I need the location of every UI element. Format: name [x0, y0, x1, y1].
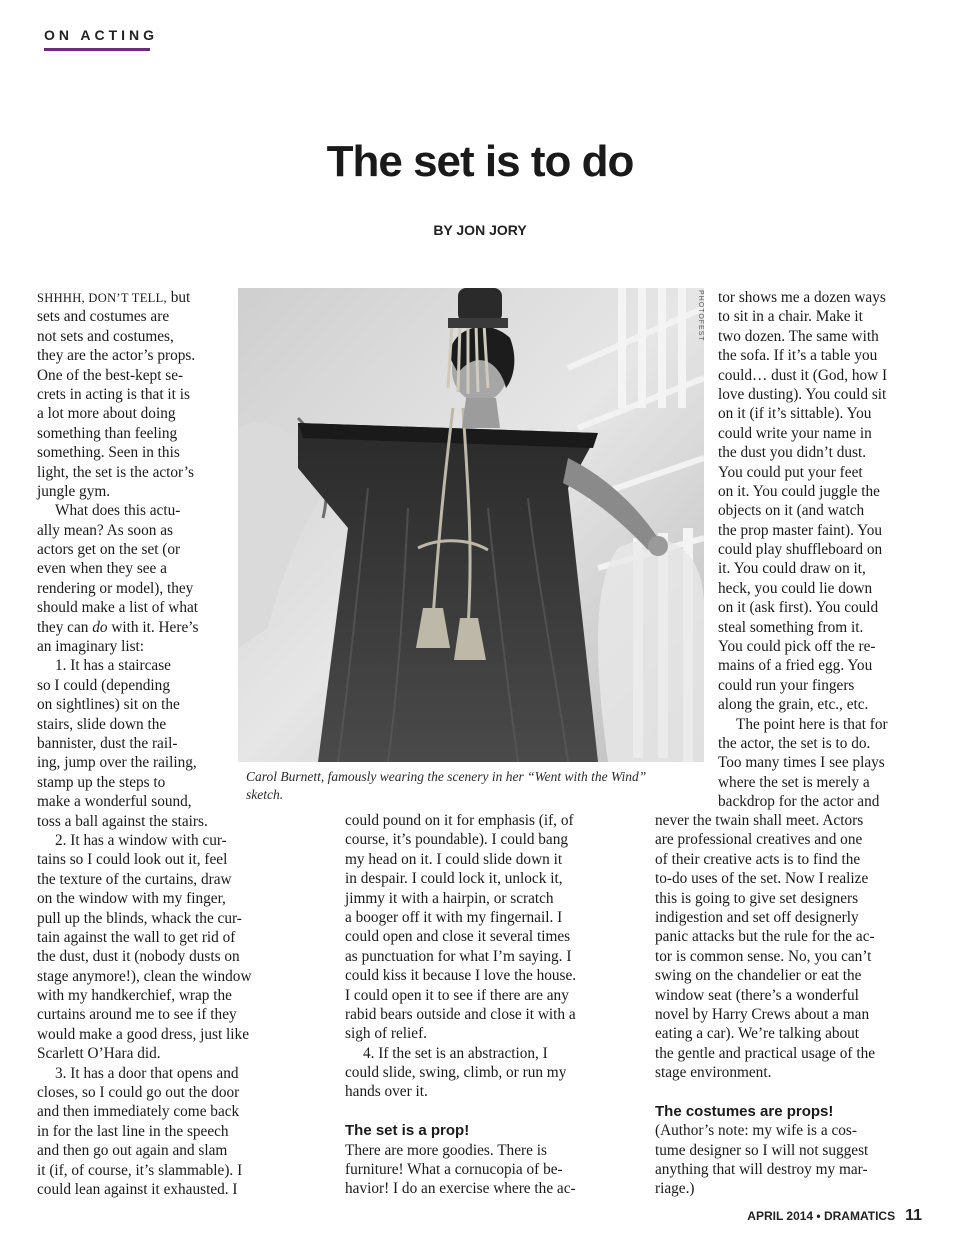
line-text: on the window with my finger, [37, 890, 226, 908]
text-line [37, 366, 252, 385]
line-text: this is going to give set designers [655, 889, 859, 907]
line-text: indigestion and set off designerly [655, 908, 859, 926]
text-line [655, 850, 875, 869]
line-text: The set is a prop! [345, 1122, 470, 1140]
line-text: with my handkerchief, wrap the [37, 987, 232, 1005]
text-line [655, 811, 875, 830]
issue-label: APRIL 2014 • DRAMATICS [747, 1209, 896, 1223]
line-text: steal something from it. [718, 618, 864, 636]
line-text: an imaginary list: [37, 638, 145, 656]
text-line [37, 1180, 252, 1199]
text-line [718, 773, 888, 792]
line-text: along the grain, etc., etc. [718, 696, 869, 714]
line-text: in despair. I could lock it, unlock it, [345, 870, 563, 888]
text-line [655, 1044, 875, 1063]
text-line [345, 1141, 576, 1160]
line-text: my head on it. I could slide down it [345, 850, 563, 868]
line-text: eating a car). We’re talking about [655, 1025, 860, 1043]
text-line [345, 947, 576, 966]
text-line [718, 676, 888, 695]
text-line [655, 830, 875, 849]
line-text: something. Seen in this [37, 444, 180, 462]
text-line [37, 850, 252, 869]
line-text: heck, you could lie down [718, 579, 873, 597]
line-text: as punctuation for what I’m saying. I [345, 947, 572, 965]
body-column-3 [718, 288, 888, 812]
line-text: novel by Harry Crews about a man [655, 1005, 870, 1023]
line-text: to-do uses of the set. Now I realize [655, 870, 869, 888]
subheading [655, 1102, 875, 1121]
text-line [37, 676, 252, 695]
line-text: Too many times I see plays [718, 754, 885, 772]
line-text: havior! I do an exercise where the ac- [345, 1180, 576, 1198]
text-line [37, 385, 252, 404]
line-text: You could pick off the re- [718, 638, 876, 656]
text-line [37, 1161, 252, 1180]
line-text: stamp up the steps to [37, 773, 166, 791]
text-line [345, 1160, 576, 1179]
line-text: could run your fingers [718, 676, 855, 694]
line-text: make a wonderful sound, [37, 793, 192, 811]
line-text: something than feeling [37, 424, 178, 442]
line-text: The point here is that for [736, 715, 888, 733]
line-text: stage environment. [655, 1064, 772, 1082]
text-line [37, 870, 252, 889]
line-text: pull up the blinds, whack the cur- [37, 909, 242, 927]
line-text: on it (if it’s sittable). You [718, 405, 872, 423]
text-line [37, 443, 252, 462]
emphasis-text: do [92, 618, 108, 636]
line-text: they can [37, 618, 93, 636]
line-text: objects on it (and watch [718, 502, 865, 520]
text-line [37, 792, 252, 811]
line-text: but [166, 289, 191, 306]
line-text: stairs, slide down the [37, 715, 167, 733]
line-text: tains so I could look out it, feel [37, 851, 228, 869]
line-text: I could open it to see if there are any [345, 986, 569, 1004]
line-text: panic attacks but the rule for the ac- [655, 928, 875, 946]
text-line [718, 463, 888, 482]
line-text: could open and close it several times [345, 928, 571, 946]
text-line [718, 792, 888, 811]
text-line [718, 443, 888, 462]
photo-illustration [238, 288, 704, 762]
line-text: they are the actor’s props. [37, 347, 196, 365]
text-line [655, 1024, 875, 1043]
line-text: are professional creatives and one [655, 831, 863, 849]
line-text: never the twain shall meet. Actors [655, 812, 864, 829]
text-line [718, 579, 888, 598]
line-text: the prop master faint). You [718, 521, 882, 539]
text-line [37, 1141, 252, 1160]
line-text: could play shuffleboard on [718, 541, 883, 559]
line-text: where the set is merely a [718, 773, 870, 791]
line-text: actors get on the set (or [37, 541, 181, 559]
text-line [718, 366, 888, 385]
text-line [37, 637, 252, 656]
line-text: so I could (depending [37, 676, 170, 694]
line-text: the actor, the set is to do. [718, 734, 871, 752]
text-line [345, 1179, 576, 1198]
text-line [345, 966, 576, 985]
text-line [655, 927, 875, 946]
line-text: could pound on it for emphasis (if, of [345, 812, 574, 829]
line-text: the texture of the curtains, draw [37, 870, 232, 888]
text-line [37, 579, 252, 598]
text-line [718, 734, 888, 753]
text-line [655, 889, 875, 908]
photo-caption: Carol Burnett, famously wearing the scenery in her “Went with the Wind” sketch. [246, 769, 647, 802]
text-line [37, 831, 252, 850]
line-text: not sets and costumes, [37, 327, 174, 345]
text-line [345, 889, 576, 908]
text-line [655, 1063, 875, 1082]
text-line [718, 695, 888, 714]
text-line [37, 1044, 252, 1063]
line-text: furniture! What a cornucopia of be- [345, 1161, 563, 1179]
text-line [655, 966, 875, 985]
body-column-1 [37, 288, 252, 1199]
line-text: even when they see a [37, 560, 167, 578]
text-line [718, 346, 888, 365]
line-text: There are more goodies. There is [345, 1141, 547, 1159]
text-line [718, 482, 888, 501]
line-text: the dust, dust it (nobody dusts on [37, 948, 240, 966]
section-rule [44, 48, 150, 51]
text-line [718, 385, 888, 404]
text-line [37, 559, 252, 578]
line-text: bannister, dust the rail- [37, 734, 178, 752]
photo-credit: PHOTOFEST [697, 290, 704, 342]
text-line [718, 656, 888, 675]
text-line [718, 598, 888, 617]
line-text: should make a list of what [37, 599, 199, 617]
line-text: One of the best-kept se- [37, 366, 184, 384]
text-line [718, 715, 888, 734]
text-line [37, 715, 252, 734]
line-text: swing on the chandelier or eat the [655, 967, 862, 985]
line-text: riage.) [655, 1180, 695, 1198]
text-line [718, 540, 888, 559]
line-text: light, the set is the actor’s [37, 463, 194, 481]
text-line [345, 869, 576, 888]
text-line [718, 559, 888, 578]
text-line [345, 830, 576, 849]
text-line [345, 1005, 576, 1024]
line-text: of their creative acts is to find the [655, 850, 861, 868]
photo-carol-burnett [238, 288, 704, 762]
line-text: 4. If the set is an abstraction, I [363, 1044, 548, 1062]
line-text: with it. Here’s [107, 618, 199, 636]
text-line [718, 288, 888, 307]
text-line [37, 307, 252, 326]
text-line [718, 327, 888, 346]
text-line [718, 424, 888, 443]
line-text: could slide, swing, climb, or run my [345, 1064, 567, 1082]
text-line [37, 1102, 252, 1121]
text-line [37, 521, 252, 540]
line-text: tor shows me a dozen ways [718, 289, 886, 306]
line-text: the sofa. If it’s a table you [718, 347, 878, 365]
text-line [37, 463, 252, 482]
text-line [718, 618, 888, 637]
page-number: 11 [905, 1207, 922, 1224]
line-text: the gentle and practical usage of the [655, 1044, 876, 1062]
text-line [37, 1025, 252, 1044]
text-line [37, 288, 252, 307]
line-text: You could put your feet [718, 463, 863, 481]
line-text: toss a ball against the stairs. [37, 812, 208, 830]
text-line [345, 850, 576, 869]
text-line [37, 482, 252, 501]
line-text: on it. You could juggle the [718, 482, 880, 500]
line-text: (Author’s note: my wife is a cos- [655, 1122, 857, 1140]
text-line [345, 1082, 576, 1101]
line-text: could… dust it (God, how I [718, 366, 888, 384]
text-line [345, 908, 576, 927]
line-text: 2. It has a window with cur- [55, 831, 227, 849]
text-line [718, 307, 888, 326]
text-line [345, 1102, 576, 1121]
text-line [37, 889, 252, 908]
line-text: window seat (there’s a wonderful [655, 986, 859, 1004]
line-text: hands over it. [345, 1083, 428, 1101]
text-line [345, 1024, 576, 1043]
text-line [37, 346, 252, 365]
text-line [718, 521, 888, 540]
subheading [345, 1121, 576, 1140]
text-line [37, 986, 252, 1005]
text-line [718, 753, 888, 772]
text-line [655, 947, 875, 966]
line-text: it (if, of course, it’s slammable). I [37, 1161, 243, 1179]
line-text: rendering or model), they [37, 579, 194, 597]
text-line [655, 869, 875, 888]
text-line [37, 695, 252, 714]
byline: BY JON JORY [433, 222, 527, 238]
line-text: tume designer so I will not suggest [655, 1141, 869, 1159]
line-text: curtains around me to see if they [37, 1006, 237, 1024]
text-line [345, 1063, 576, 1082]
line-text: 1. It has a staircase [55, 657, 171, 675]
text-line [37, 947, 252, 966]
line-text: The costumes are props! [655, 1102, 834, 1120]
line-text: on it (ask first). You could [718, 599, 879, 617]
article-title: The set is to do [326, 137, 634, 186]
line-text: could kiss it because I love the house. [345, 967, 577, 985]
line-text: a lot more about doing [37, 405, 176, 423]
page-footer [747, 1207, 922, 1225]
text-line [37, 967, 252, 986]
line-text: and then immediately come back [37, 1103, 240, 1121]
line-text: ally mean? As soon as [37, 521, 173, 539]
section-label: ON ACTING [44, 27, 159, 43]
line-text: anything that will destroy my mar- [655, 1161, 868, 1179]
line-text: tain against the wall to get rid of [37, 928, 236, 946]
line-text: jungle gym. [37, 482, 111, 500]
line-text: could write your name in [718, 424, 872, 442]
text-line [345, 986, 576, 1005]
line-text: two dozen. The same with [718, 327, 879, 345]
text-line [37, 1005, 252, 1024]
text-line [655, 986, 875, 1005]
line-text: stage anymore!), clean the window [37, 967, 252, 985]
line-text: rabid bears outside and close it with a [345, 1005, 576, 1023]
line-text: crets in acting is that it is [37, 385, 190, 403]
text-line [345, 811, 576, 830]
text-line [37, 1083, 252, 1102]
text-line [345, 927, 576, 946]
text-line [37, 598, 252, 617]
text-line [655, 908, 875, 927]
text-line [655, 1160, 875, 1179]
line-text: the dust you didn’t dust. [718, 444, 867, 462]
line-text: ing, jump over the railing, [37, 754, 197, 772]
line-text: sigh of relief. [345, 1025, 427, 1043]
line-text: Scarlett O’Hara did. [37, 1045, 161, 1063]
text-line [37, 734, 252, 753]
text-line [37, 540, 252, 559]
line-text: a booger off it with my fingernail. I [345, 908, 563, 926]
text-line [655, 1179, 875, 1198]
text-line [345, 1044, 576, 1063]
line-text: course, it’s poundable). I could bang [345, 831, 569, 849]
line-text: backdrop for the actor and [718, 793, 880, 811]
line-text: and then go out again and slam [37, 1142, 228, 1160]
line-text: would make a good dress, just like [37, 1025, 249, 1043]
text-line [655, 1005, 875, 1024]
text-line [655, 1121, 875, 1140]
line-text: on sightlines) sit on the [37, 696, 180, 714]
text-line [37, 812, 252, 831]
text-line [37, 327, 252, 346]
line-text: it. You could draw on it, [718, 560, 866, 578]
line-text: jimmy it with a hairpin, or scratch [345, 889, 554, 907]
body-column-2 [345, 811, 576, 1199]
text-line [718, 501, 888, 520]
line-text: mains of a fried egg. You [718, 657, 873, 675]
text-line [37, 753, 252, 772]
line-text: closes, so I could go out the door [37, 1084, 240, 1102]
text-line [37, 618, 252, 637]
text-line [37, 501, 252, 520]
text-line [37, 1122, 252, 1141]
text-line [37, 773, 252, 792]
text-line [37, 909, 252, 928]
text-line [37, 656, 252, 675]
line-text: sets and costumes are [37, 308, 170, 326]
line-text: What does this actu- [55, 502, 181, 520]
text-line [37, 404, 252, 423]
line-text: could lean against it exhausted. I [37, 1180, 238, 1198]
text-line [655, 1082, 875, 1101]
text-line [718, 637, 888, 656]
line-text: love dusting). You could sit [718, 385, 887, 403]
line-text: 3. It has a door that opens and [55, 1064, 239, 1082]
text-line [655, 1141, 875, 1160]
text-line [37, 928, 252, 947]
line-text: tor is common sense. No, you can’t [655, 947, 872, 965]
line-text: in for the last line in the speech [37, 1122, 229, 1140]
text-line [718, 404, 888, 423]
text-line [37, 1064, 252, 1083]
line-text: to sit in a chair. Make it [718, 308, 863, 326]
drop-in-smallcaps: SHHHH, DON’T TELL, [37, 291, 167, 305]
text-line [37, 424, 252, 443]
body-column-3-continued [655, 811, 875, 1199]
